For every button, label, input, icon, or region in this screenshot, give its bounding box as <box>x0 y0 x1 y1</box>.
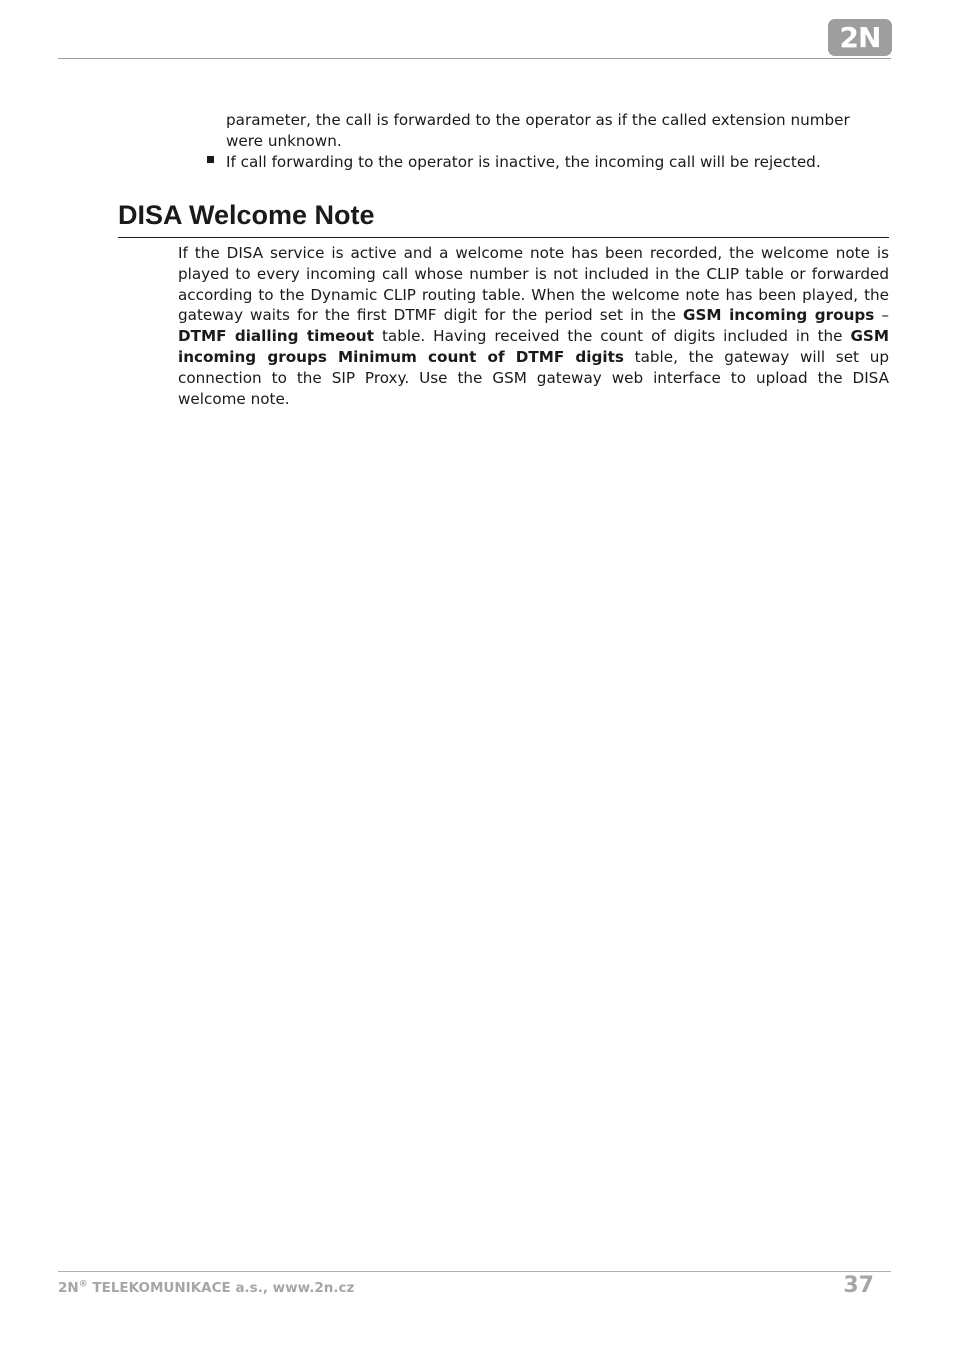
bold-term-dtmf-dialling-timeout: DTMF dialling timeout <box>178 327 374 346</box>
bold-term-minimum-count: GSM incoming groups Minimum count of DTMF digits <box>178 327 889 366</box>
footer-brand: 2N <box>58 1280 79 1296</box>
footer-company <box>58 1279 354 1297</box>
para-text-3: table. Having received the count of digits included in the <box>374 327 851 346</box>
logo-text: 2N <box>839 21 881 54</box>
section-title: DISA Welcome Note <box>118 200 375 230</box>
bullet-item: If call forwarding to the operator is inactive, the incoming call will be rejected. <box>226 153 821 171</box>
square-bullet-icon <box>207 156 214 163</box>
registered-mark: ® <box>78 1279 88 1290</box>
continued-paragraph: parameter, the call is forwarded to the operator as if the called extension number were unknown. <box>226 111 850 150</box>
para-text-1: If the DISA service is active and a welcome note has been recorded, the welcome note is played to every incoming call whose number is not included in the CLIP table or forwarded according to the Dynamic CLIP routing table. When the welcome note has been played, the gateway waits for the first DTMF digit for the period set in the <box>178 244 889 325</box>
section-paragraph <box>178 243 889 409</box>
para-text-2: – <box>874 306 890 325</box>
para-text-4: table, the gateway will set up connection to the SIP Proxy. Use the GSM gateway web interface to upload the DISA welcome note. <box>178 347 889 408</box>
footer-company-text: TELEKOMUNIKACE a.s., www.2n.cz <box>87 1280 355 1296</box>
2n-logo <box>828 19 892 56</box>
title-rule <box>118 237 889 238</box>
footer-rule <box>58 1271 891 1272</box>
header-rule <box>58 58 891 59</box>
bold-term-gsm-incoming-groups: GSM incoming groups <box>683 306 875 325</box>
page-number: 37 <box>843 1273 874 1298</box>
